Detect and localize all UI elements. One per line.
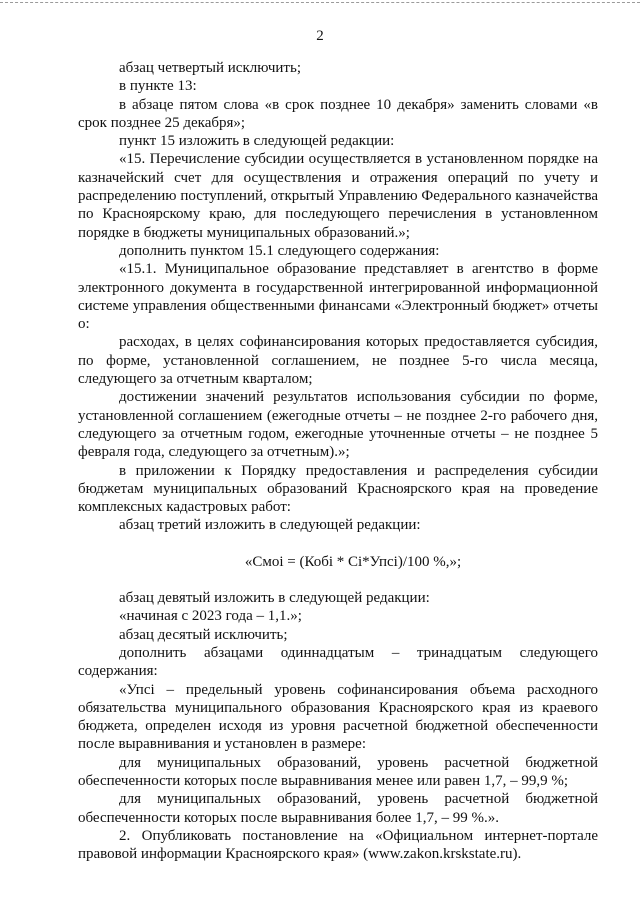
formula: «Смоi = (Кобi * Сi*Упсi)/100 %,»;	[244, 553, 462, 570]
paragraph: достижении значений результатов использования субсидии по форме, установленной соглашением (ежегодные отчеты – не позднее 2-го рабочего дня, следующего за отчетным годом, ежегодные уточненные отчеты – не позднее 5 февраля года, следующего за отчетным).»;	[78, 389, 598, 461]
document-body	[78, 59, 598, 863]
paragraph: пункт 15 изложить в следующей редакции:	[119, 133, 395, 150]
paragraph: абзац четвертый исключить;	[119, 60, 301, 76]
paragraph: расходах, в целях софинансирования которых предоставляется субсидия, по форме, установленной соглашением, не позднее 5-го числа месяца, следующего за отчетным кварталом;	[78, 334, 598, 388]
paragraph: для муниципальных образований, уровень расчетной бюджетной обеспеченности которых после выравнивания более 1,7, – 99 %.».	[78, 791, 598, 826]
paragraph: в приложении к Порядку предоставления и распределения субсидии бюджетам муниципальных образований Красноярского края на проведение комплексных кадастровых работ:	[78, 462, 598, 516]
paragraph: «15. Перечисление субсидии осуществляется в установленном порядке на казначейский счет для осуществления и отражения операций по учету и распределению поступлений, открытый Управлению Федерального казначейства по Красноярскому краю, для последующего перечисления в установленном порядке в бюджеты муниципальных образований.»;	[78, 151, 598, 241]
paragraph: в абзаце пятом слова «в срок позднее 10 декабря» заменить словами «в срок позднее 25 декабря»;	[78, 96, 598, 131]
paragraph: дополнить абзацами одиннадцатым – тринадцатым следующего содержания:	[78, 644, 598, 680]
paragraph: в пункте 13:	[119, 78, 197, 95]
page-number: 2	[316, 28, 324, 44]
paragraph: дополнить пунктом 15.1 следующего содержания:	[119, 242, 440, 259]
paragraph: «начиная с 2023 года – 1,1.»;	[119, 608, 302, 625]
paragraph: 2. Опубликовать постановление на «Официальном интернет-портале правовой информации Красноярского края» (www.zakon.krskstate.ru).	[78, 827, 598, 863]
paragraph: «15.1. Муниципальное образование представляет в агентство в форме электронного документа в государственной интегрированной информационной системе управления общественными финансами «Электронный бюджет» отчеты о:	[78, 261, 598, 333]
scan-top-edge	[0, 2, 640, 3]
paragraph: «Упсi – предельный уровень софинансирования объема расходного обязательства муниципального образования Красноярского края из краевого бюджета, определен исходя из уровня расчетной бюджетной обеспеченности после выравнивания и установлен в размере:	[78, 681, 598, 753]
paragraph: абзац десятый исключить;	[119, 626, 288, 643]
paragraph: для муниципальных образований, уровень расчетной бюджетной обеспеченности которых после выравнивания менее или равен 1,7, – 99,9 %;	[78, 754, 598, 789]
paragraph: абзац третий изложить в следующей редакции:	[119, 517, 421, 534]
paragraph: абзац девятый изложить в следующей редакции:	[119, 590, 430, 607]
